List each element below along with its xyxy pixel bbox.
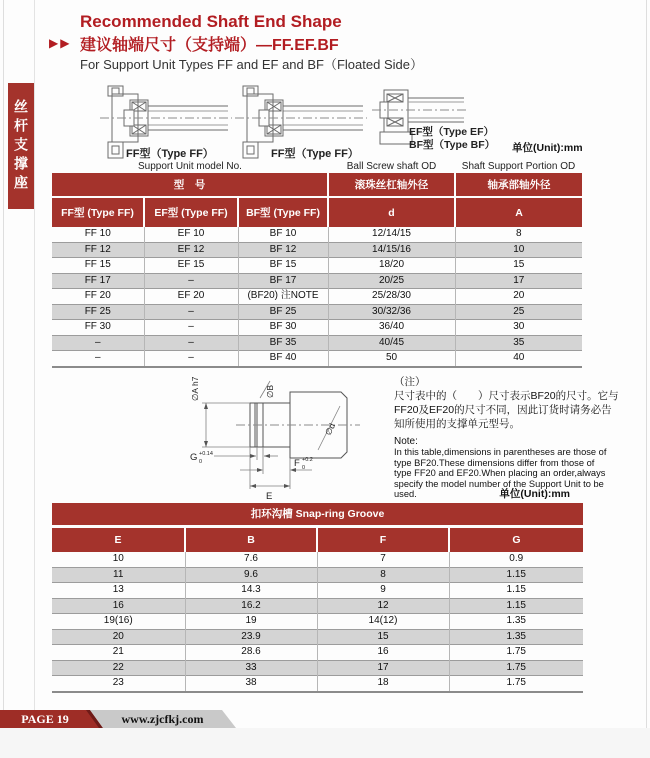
table-cell: 35 bbox=[455, 335, 582, 351]
table-cell: FF 12 bbox=[52, 242, 144, 258]
table-cell: 36/40 bbox=[328, 320, 455, 336]
table-cell: 20 bbox=[52, 629, 185, 645]
table-cell: 1.35 bbox=[449, 614, 583, 630]
table-cell: 33 bbox=[185, 660, 317, 676]
t1-subheader-a: A bbox=[455, 197, 582, 227]
table-row bbox=[52, 258, 582, 274]
table-cell: 10 bbox=[52, 552, 185, 567]
t1-group-label-support-od: Shaft Support Portion OD bbox=[461, 161, 576, 172]
unit-label-middle: 单位(Unit):mm bbox=[499, 488, 570, 500]
table-cell: 20/25 bbox=[328, 273, 455, 289]
table-row bbox=[52, 614, 583, 630]
table-cell: 14(12) bbox=[317, 614, 449, 630]
table-cell: – bbox=[144, 273, 238, 289]
table-cell: 15 bbox=[455, 258, 582, 274]
table-cell: 17 bbox=[317, 660, 449, 676]
note-line-en: used. bbox=[394, 489, 417, 499]
t1-subheader-ef: EF型 (Type FF) bbox=[144, 197, 238, 227]
table-row bbox=[52, 598, 583, 614]
section-marker-arrows: ▶▶ bbox=[49, 36, 72, 50]
table-cell: 9 bbox=[317, 583, 449, 599]
table-cell: 10 bbox=[455, 242, 582, 258]
table-cell: 19 bbox=[185, 614, 317, 630]
table-cell: 25/28/30 bbox=[328, 289, 455, 305]
note-title-en: Note: bbox=[394, 436, 418, 447]
table-cell: (BF20) 注NOTE bbox=[238, 289, 328, 305]
dim-label-d: ∅d bbox=[322, 421, 338, 437]
dim-label-E: E bbox=[266, 491, 273, 502]
t1-subheader-d: d bbox=[328, 197, 455, 227]
table-cell: 12/14/15 bbox=[328, 227, 455, 242]
note-line-en: type BF20.These dimensions differ from those of bbox=[394, 457, 595, 468]
table-row bbox=[52, 273, 582, 289]
table-cell: 14/15/16 bbox=[328, 242, 455, 258]
note-title-zh: （注） bbox=[394, 376, 426, 388]
table-cell: 11 bbox=[52, 567, 185, 583]
t2-header-e: E bbox=[52, 528, 185, 552]
table-cell: 1.15 bbox=[449, 598, 583, 614]
t1-subheader-row bbox=[52, 197, 582, 227]
t1-group-label-shaft-od: Ball Screw shaft OD bbox=[346, 161, 437, 172]
table-row bbox=[52, 676, 583, 692]
table-row bbox=[52, 645, 583, 661]
table-cell: 18 bbox=[317, 676, 449, 692]
dim-label-G-lower-tol: 0 bbox=[199, 459, 203, 465]
t1-subheader-ff: FF型 (Type FF) bbox=[52, 197, 144, 227]
table-cell: 16 bbox=[52, 598, 185, 614]
table-row bbox=[52, 351, 582, 367]
table-cell: 20 bbox=[455, 289, 582, 305]
table-row bbox=[52, 629, 583, 645]
t1-header-model-zh: 型 号 bbox=[52, 173, 328, 197]
table-cell: 40 bbox=[455, 351, 582, 367]
model-number-table bbox=[52, 173, 582, 368]
table-cell: – bbox=[52, 351, 144, 367]
table-cell: – bbox=[144, 304, 238, 320]
note-line-zh: 尺寸表中的（ ）尺寸表示BF20的尺寸。它与 bbox=[394, 390, 619, 402]
table-cell: 7 bbox=[317, 552, 449, 567]
table-cell: FF 20 bbox=[52, 289, 144, 305]
table-cell: 8 bbox=[515, 228, 522, 239]
page-number: PAGE 19 bbox=[21, 712, 69, 726]
table-cell: 16.2 bbox=[185, 598, 317, 614]
table-cell: 18/20 bbox=[328, 258, 455, 274]
table-cell: 0.9 bbox=[509, 553, 524, 564]
table-cell: EF 12 bbox=[144, 242, 238, 258]
ef-drawing-label: EF型（Type EF） bbox=[409, 126, 494, 138]
bf-drawing-label: BF型（Type BF） bbox=[409, 139, 496, 151]
table-cell: 1.75 bbox=[449, 645, 583, 661]
page-subtitle: For Support Unit Types FF and EF and BF（Floated Side） bbox=[80, 57, 423, 72]
table-cell: 30 bbox=[455, 320, 582, 336]
table-cell: BF 30 bbox=[238, 320, 328, 336]
table-cell: 19(16) bbox=[52, 614, 185, 630]
shaft-end-dimension-drawing bbox=[178, 368, 393, 508]
dim-label-F-lower-tol: 0 bbox=[302, 465, 306, 471]
table-row bbox=[52, 304, 582, 320]
table-cell: 23 bbox=[52, 676, 185, 692]
table-row bbox=[52, 552, 583, 567]
table-cell: 22 bbox=[52, 660, 185, 676]
table-cell: 7.6 bbox=[185, 552, 317, 567]
table-cell: BF 35 bbox=[238, 335, 328, 351]
table-cell: 8 bbox=[317, 567, 449, 583]
table-row bbox=[52, 320, 582, 336]
t1-header-shaft-od-zh: 滚珠丝杠轴外径 bbox=[328, 173, 455, 197]
t1-header-row-zh bbox=[52, 173, 582, 197]
table-cell: BF 10 bbox=[238, 227, 328, 242]
table-cell: 50 bbox=[328, 351, 455, 367]
t1-subheader-bf: BF型 (Type FF) bbox=[238, 197, 328, 227]
table-cell: EF 10 bbox=[144, 227, 238, 242]
table-cell: 14.3 bbox=[185, 583, 317, 599]
table-cell: 40/45 bbox=[328, 335, 455, 351]
table-cell: 15 bbox=[317, 629, 449, 645]
website-url: www.zjcfkj.com bbox=[121, 712, 204, 726]
table-cell: FF 17 bbox=[52, 273, 144, 289]
dim-label-F-upper-tol: +0.2 bbox=[302, 457, 313, 463]
table-cell: BF 17 bbox=[238, 273, 328, 289]
table-cell: 1.15 bbox=[449, 583, 583, 599]
notes-block bbox=[394, 374, 650, 500]
table-cell: BF 15 bbox=[238, 258, 328, 274]
table-row bbox=[52, 227, 582, 242]
note-line-zh: 知所使用的支撑单元型号。 bbox=[394, 418, 520, 430]
bottom-margin-strip bbox=[0, 728, 650, 758]
note-line-en: In this table,dimensions in parentheses are those of bbox=[394, 447, 607, 457]
dim-label-G: G bbox=[190, 452, 198, 463]
t1-body bbox=[52, 227, 582, 367]
unit-label-top: 单位(Unit):mm bbox=[512, 142, 583, 154]
table-cell: BF 25 bbox=[238, 304, 328, 320]
table-cell: 17 bbox=[455, 273, 582, 289]
table-cell: – bbox=[144, 320, 238, 336]
note-line-en: type FF20 and EF20.When placing an order,always bbox=[394, 468, 606, 478]
t1-group-label-model: Support Unit model No. bbox=[138, 161, 242, 172]
sidebar-category-tab: 丝杆支撑座 bbox=[8, 83, 34, 209]
t2-header-b: B bbox=[185, 528, 317, 552]
table-cell: – bbox=[52, 335, 144, 351]
dim-label-A: ∅A h7 bbox=[190, 376, 200, 401]
table-cell: 12 bbox=[317, 598, 449, 614]
table-cell: 9.6 bbox=[185, 567, 317, 583]
table-cell: 1.15 bbox=[449, 567, 583, 583]
page-title-zh: 建议轴端尺寸（支持端）—FF.EF.BF bbox=[80, 37, 339, 54]
table-cell: 21 bbox=[52, 645, 185, 661]
t2-header-f: F bbox=[317, 528, 449, 552]
table-row bbox=[52, 583, 583, 599]
table-row bbox=[52, 242, 582, 258]
table-cell: 1.35 bbox=[449, 629, 583, 645]
snap-ring-groove-title: 扣环沟槽 Snap-ring Groove bbox=[52, 503, 583, 525]
table-cell: FF 10 bbox=[52, 227, 144, 242]
table-cell: BF 40 bbox=[238, 351, 328, 367]
table-row bbox=[52, 567, 583, 583]
dim-label-F: F bbox=[294, 458, 300, 469]
table-cell: 13 bbox=[52, 583, 185, 599]
table-cell: 1.75 bbox=[449, 676, 583, 692]
table-cell: – bbox=[144, 351, 238, 367]
table-row bbox=[52, 289, 582, 305]
table-cell: 1.75 bbox=[449, 660, 583, 676]
table-cell: BF 12 bbox=[238, 242, 328, 258]
table-cell: 16 bbox=[317, 645, 449, 661]
snap-ring-groove-table bbox=[52, 528, 583, 693]
table-cell: 28.6 bbox=[185, 645, 317, 661]
dim-label-B: ∅B bbox=[265, 384, 275, 398]
table-cell: EF 15 bbox=[144, 258, 238, 274]
table-cell: 30/32/36 bbox=[328, 304, 455, 320]
t2-body bbox=[52, 552, 583, 692]
table-row bbox=[52, 335, 582, 351]
table-cell: – bbox=[144, 335, 238, 351]
ff-drawing-1-label: FF型（Type FF） bbox=[126, 148, 214, 160]
table-cell: FF 25 bbox=[52, 304, 144, 320]
note-line-zh: FF20及EF20的尺寸不同，因此订货时请务必告 bbox=[394, 404, 612, 416]
table-cell: 25 bbox=[455, 304, 582, 320]
page-title-en: Recommended Shaft End Shape bbox=[80, 12, 342, 31]
table-cell: FF 15 bbox=[52, 258, 144, 274]
table-row bbox=[52, 660, 583, 676]
ff-drawing-2-label: FF型（Type FF） bbox=[271, 148, 359, 160]
table-cell: FF 30 bbox=[52, 320, 144, 336]
t2-header-row bbox=[52, 528, 583, 552]
t1-header-support-od-zh: 轴承部轴外径 bbox=[455, 173, 582, 197]
dim-label-G-upper-tol: +0.14 bbox=[199, 451, 213, 457]
table-cell: 38 bbox=[185, 676, 317, 692]
note-line-en: specify the model number of the Support Unit to be bbox=[394, 478, 604, 489]
t2-header-g: G bbox=[449, 528, 583, 552]
table-cell: EF 20 bbox=[144, 289, 238, 305]
table-cell: 23.9 bbox=[185, 629, 317, 645]
